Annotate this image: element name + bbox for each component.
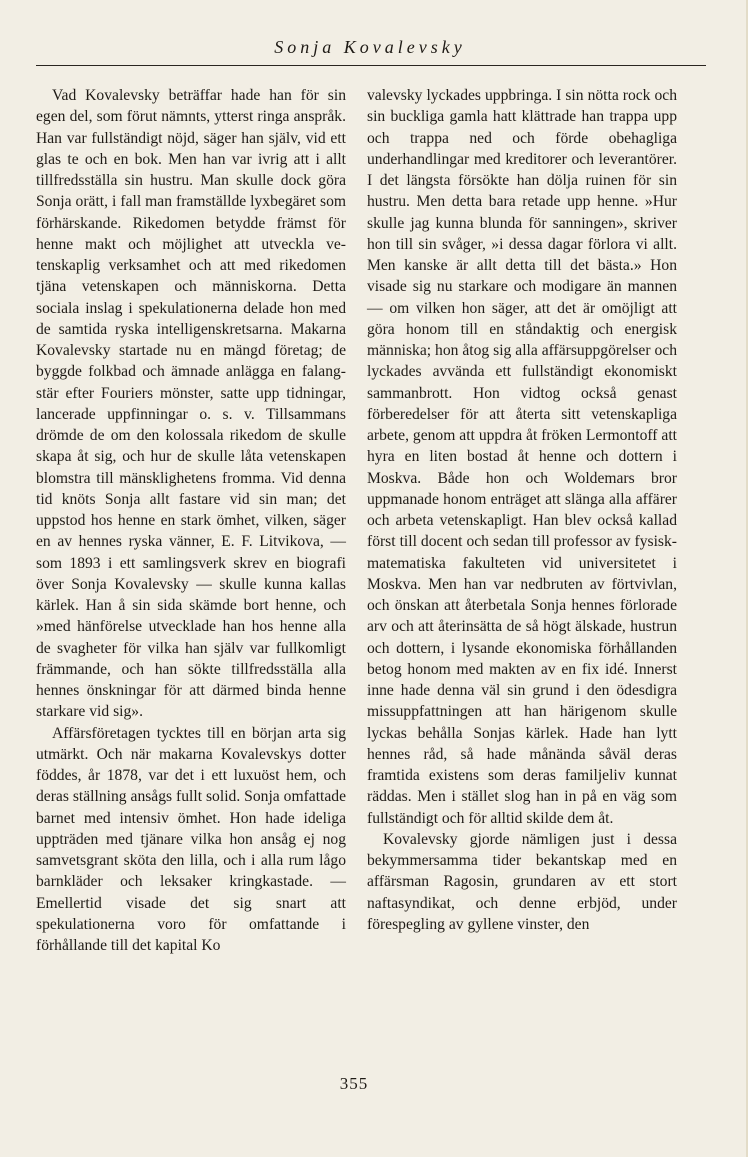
paragraph: Vad Kovalevsky beträffar hade han för sin egen del, som förut nämnts, ytterst ringa anspråk. Han var fullständigt nöjd, säger han själv, vid ett glas te och en bok. Men han var ivrig att i allt tillfredsställa sin hustru. Man skulle dock göra Sonja orätt, i fall man framställde lyxbegäret som förhärskande. Rikedomen betydde främst för henne makt och möjlighet att utveckla vetenskaplig verksamhet och att med rikedomen tjäna vetenskapen och människorna. Detta sociala inslag i spekulationerna delade hon med de samtida ryska intelligenskretsarna. Makarna Kovalevsky startade nu en mängd företag; de byggde folkbad och ämnade anlägga en falangstär efter Fouriers mönster, satte upp tidningar, lancerade uppfinningar o. s. v. Tillsammans drömde de om den kolossala rikedom de skulle skapa åt sig, och hur de skulle låta vetenskapen blomstra till mänsklighetens fromma. Vid denna tid knöts Sonja allt fastare vid sin man; det uppstod hos henne en stark ömhet, vilken, säger en av hennes ryska vänner, E. F. Litvikova, — som 1893 i ett samlingsverk skrev en biografi över Sonja Kovalevsky — skulle kunna kallas kärlek. Han å sin sida skämde bort henne, och »med hänförelse utvecklade han hos henne alla de svagheter för vilka han själv var fullkomligt främmande, och han sökte tillfredsställa alla hennes önskningar för att därmed binda henne starkare vid sig».: [36, 87, 346, 721]
page-number: 355: [339, 1074, 369, 1093]
left-column: [36, 85, 346, 956]
right-column: [367, 85, 677, 935]
paragraph: Affärsföretagen tycktes till en början arta sig utmärkt. Och när makarna Kovalevskys dotter föddes, år 1878, var det i ett luxuöst hem, och deras ställning ansågs fullt solid. Sonja omfattade barnet med intensiv ömhet. Hon hade ideliga uppträden med tjänare vilka hon ansåg ej nog samvetsgrant sköta den lilla, och i alla rum lågo barnkläder och leksaker kringkastade. — Emellertid visade det sig snart att spekulationerna voro för omfattande i förhållande till det kapital Ko: [36, 724, 346, 954]
paragraph: Kovalevsky gjorde nämligen just i dessa bekymmersamma tider bekantskap med en affärsman Ragosin, grundaren av ett stort naftasyndikat, och denne erbjöd, under förespegling av gyllene vinster, den: [367, 830, 677, 933]
running-head-title: Sonja Kovalevsky: [274, 37, 466, 57]
paragraph-continued: valevsky lyckades uppbringa. I sin nötta rock och sin buckliga gamla hatt klättrade han trappa upp och trappa ned och förde obehagliga underhandlingar med kreditorer och leverantörer. I det längsta försökte han dölja ruinen för sin hustru. Men detta bara retade upp henne. »Hur skulle jag kunna blunda för sanningen», skriver hon till sin svåger, »i dessa dagar förlora vi allt. Men kanske är allt detta till det bästa.» Hon visade sig nu starkare och modigare än mannen — om vilken hon säger, att det är omöjligt att göra honom till en ståndaktig och energisk människa; hon åtog sig alla affärsuppgörelser och lyckades avvända ett fullständigt ekonomiskt sammanbrott. Hon vidtog också genast förberedelser för att återta sitt vetenskapliga arbete, genom att uppdra åt fröken Lermontoff att hyra en liten bostad åt henne och dottern i Moskva. Både hon och Woldemars bror uppmanade honom enträget att slänga alla affärer och arbeta vetenskapligt. Han blev också kallad först till docent och sedan till professor av fysisk-matematiska fakulteten vid universitetet i Moskva. Men han var nedbruten av förtvivlan, och önskan att återbetala Sonja hennes förlorade arv och att återinsätta de så högt älskade, hustrun och dottern, i lysande ekonomiska förhållanden betog honom med makten av en fix idé. Innerst inne hade denna väl sin grund i den ödesdigra missuppfattningen att han härigenom skulle lyckas behålla Sonjas kärlek. Hade han lytt hennes råd, så hade månända såväl deras framtida existens som deras familjeliv kunnat räddas. Men i stället slog han in på en väg som fullständigt och för alltid skilde dem åt.: [367, 87, 677, 827]
header-rule: [36, 65, 706, 66]
